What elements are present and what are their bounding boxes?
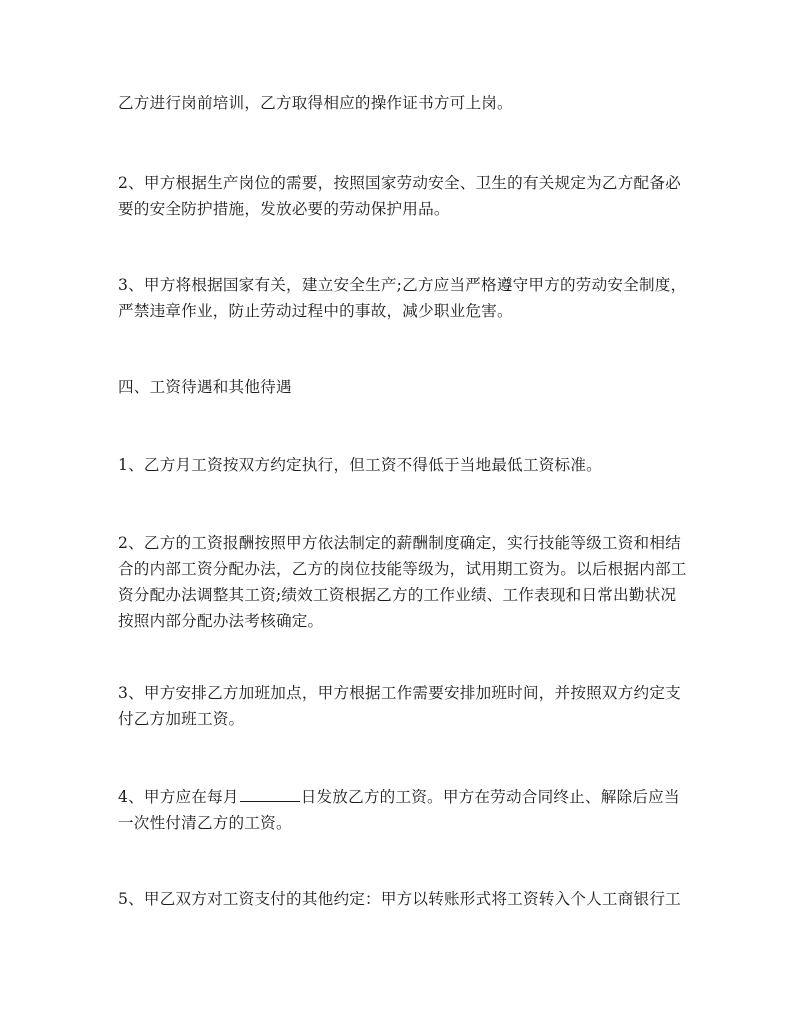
text-line: 2、乙方的工资报酬按照甲方依法制定的薪酬制度确定，实行技能等级工资和相结 xyxy=(118,534,681,552)
text-line: 5、甲乙双方对工资支付的其他约定：甲方以转账形式将工资转入个人工商银行工 xyxy=(118,890,681,908)
text-line: 1、乙方月工资按双方约定执行，但工资不得低于当地最低工资标准。 xyxy=(118,456,602,474)
text-line: 2、甲方根据生产岗位的需要，按照国家劳动安全、卫生的有关规定为乙方配备必 xyxy=(118,174,681,192)
paragraph-safety-equipment xyxy=(118,170,684,222)
section-heading-text: 四、工资待遇和其他待遇 xyxy=(118,378,292,396)
text-line: 3、甲方将根据国家有关，建立安全生产;乙方应当严格遵守甲方的劳动安全制度， xyxy=(118,276,687,294)
paragraph-training xyxy=(118,90,684,116)
text-line xyxy=(118,784,684,810)
text-before-blank: 4、甲方应在每月 xyxy=(118,788,239,806)
text-line: 3、甲方安排乙方加班加点，甲方根据工作需要安排加班时间，并按照双方约定支 xyxy=(118,684,681,702)
text-after-blank: 日发放乙方的工资。甲方在劳动合同终止、解除后应当 xyxy=(300,788,680,806)
text-line: 一次性付清乙方的工资。 xyxy=(118,814,292,832)
fill-in-blank[interactable] xyxy=(240,787,300,802)
text-line: 付乙方加班工资。 xyxy=(118,710,245,728)
paragraph-pay-date xyxy=(118,784,684,836)
paragraph-safety-rules xyxy=(118,272,687,324)
text-line: 严禁违章作业，防止劳动过程中的事故，减少职业危害。 xyxy=(118,302,513,320)
text-line: 按照内部分配办法考核确定。 xyxy=(118,612,324,630)
text-line: 资分配办法调整其工资;绩效工资根据乙方的工作业绩、工作表现和日常出勤状况 xyxy=(118,586,677,604)
paragraph-overtime xyxy=(118,680,684,732)
text-line: 乙方进行岗前培训，乙方取得相应的操作证书方可上岗。 xyxy=(118,94,513,112)
text-line: 要的安全防护措施，发放必要的劳动保护用品。 xyxy=(118,200,450,218)
section-heading-wages xyxy=(118,374,684,400)
paragraph-other-agreements xyxy=(118,886,684,912)
paragraph-wage-system xyxy=(118,530,687,634)
paragraph-monthly-wage xyxy=(118,452,684,478)
text-line: 合的内部工资分配办法，乙方的岗位技能等级为，试用期工资为。以后根据内部工 xyxy=(118,560,687,578)
